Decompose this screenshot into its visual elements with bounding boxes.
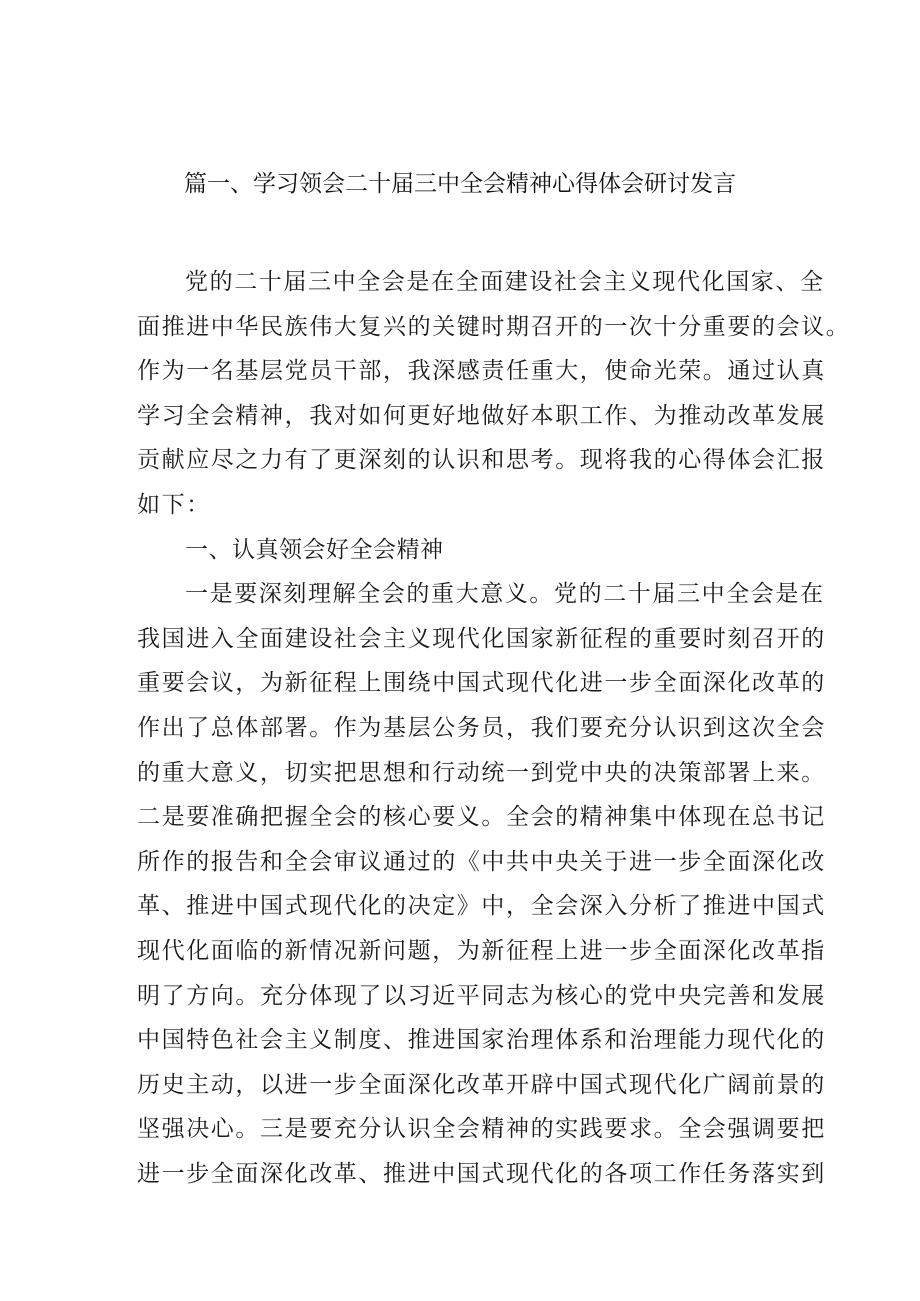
paragraph-line: 现代化面临的新情况新问题，为新征程上进一步全面深化改革指 [137,937,826,964]
paragraph-line: 明了方向。充分体现了以习近平同志为核心的党中央完善和发展 [137,982,826,1009]
paragraph-line: 革、推进中国式现代化的决定》中，全会深入分析了推进中国式 [137,893,826,920]
paragraph-line: 的重大意义，切实把思想和行动统一到党中央的决策部署上来。 [137,759,826,786]
paragraph-line: 面推进中华民族伟大复兴的关键时期召开的一次十分重要的会议。 [137,313,851,340]
paragraph-line: 贡献应尽之力有了更深刻的认识和思考。现将我的心得体会汇报 [137,447,826,474]
paragraph-line: 学习全会精神，我对如何更好地做好本职工作、为推动改革发展 [137,402,826,429]
paragraph-line: 进一步全面深化改革、推进中国式现代化的各项工作任务落实到 [137,1160,826,1187]
paragraph-line: 中国特色社会主义制度、推进国家治理体系和治理能力现代化的 [137,1027,826,1054]
paragraph-line: 二是要准确把握全会的核心要义。全会的精神集中体现在总书记 [137,804,826,831]
document-title: 篇一、学习领会二十届三中全会精神心得体会研讨发言 [184,171,736,197]
paragraph-line: 党的二十届三中全会是在全面建设社会主义现代化国家、全 [185,269,825,295]
document-body [137,260,851,1196]
paragraph-line: 历史主动，以进一步全面深化改革开辟中国式现代化广阔前景的 [137,1071,826,1098]
paragraph-line: 如下： [137,491,211,518]
paragraph-line: 我国进入全面建设社会主义现代化国家新征程的重要时刻召开的 [137,625,826,652]
paragraph-line: 坚强决心。三是要充分认识全会精神的实践要求。全会强调要把 [137,1116,826,1143]
paragraph-line: 重要会议，为新征程上围绕中国式现代化进一步全面深化改革的 [137,670,826,697]
paragraph-line: 一是要深刻理解全会的重大意义。党的二十届三中全会是在 [185,581,825,608]
paragraph-line: 作为一名基层党员干部，我深感责任重大，使命光荣。通过认真 [137,358,826,385]
paragraph-line: 所作的报告和全会审议通过的《中共中央关于进一步全面深化改 [137,848,826,875]
section-heading: 一、认真领会好全会精神 [185,536,444,563]
paragraph-line: 作出了总体部署。作为基层公务员，我们要充分认识到这次全会 [137,714,826,741]
